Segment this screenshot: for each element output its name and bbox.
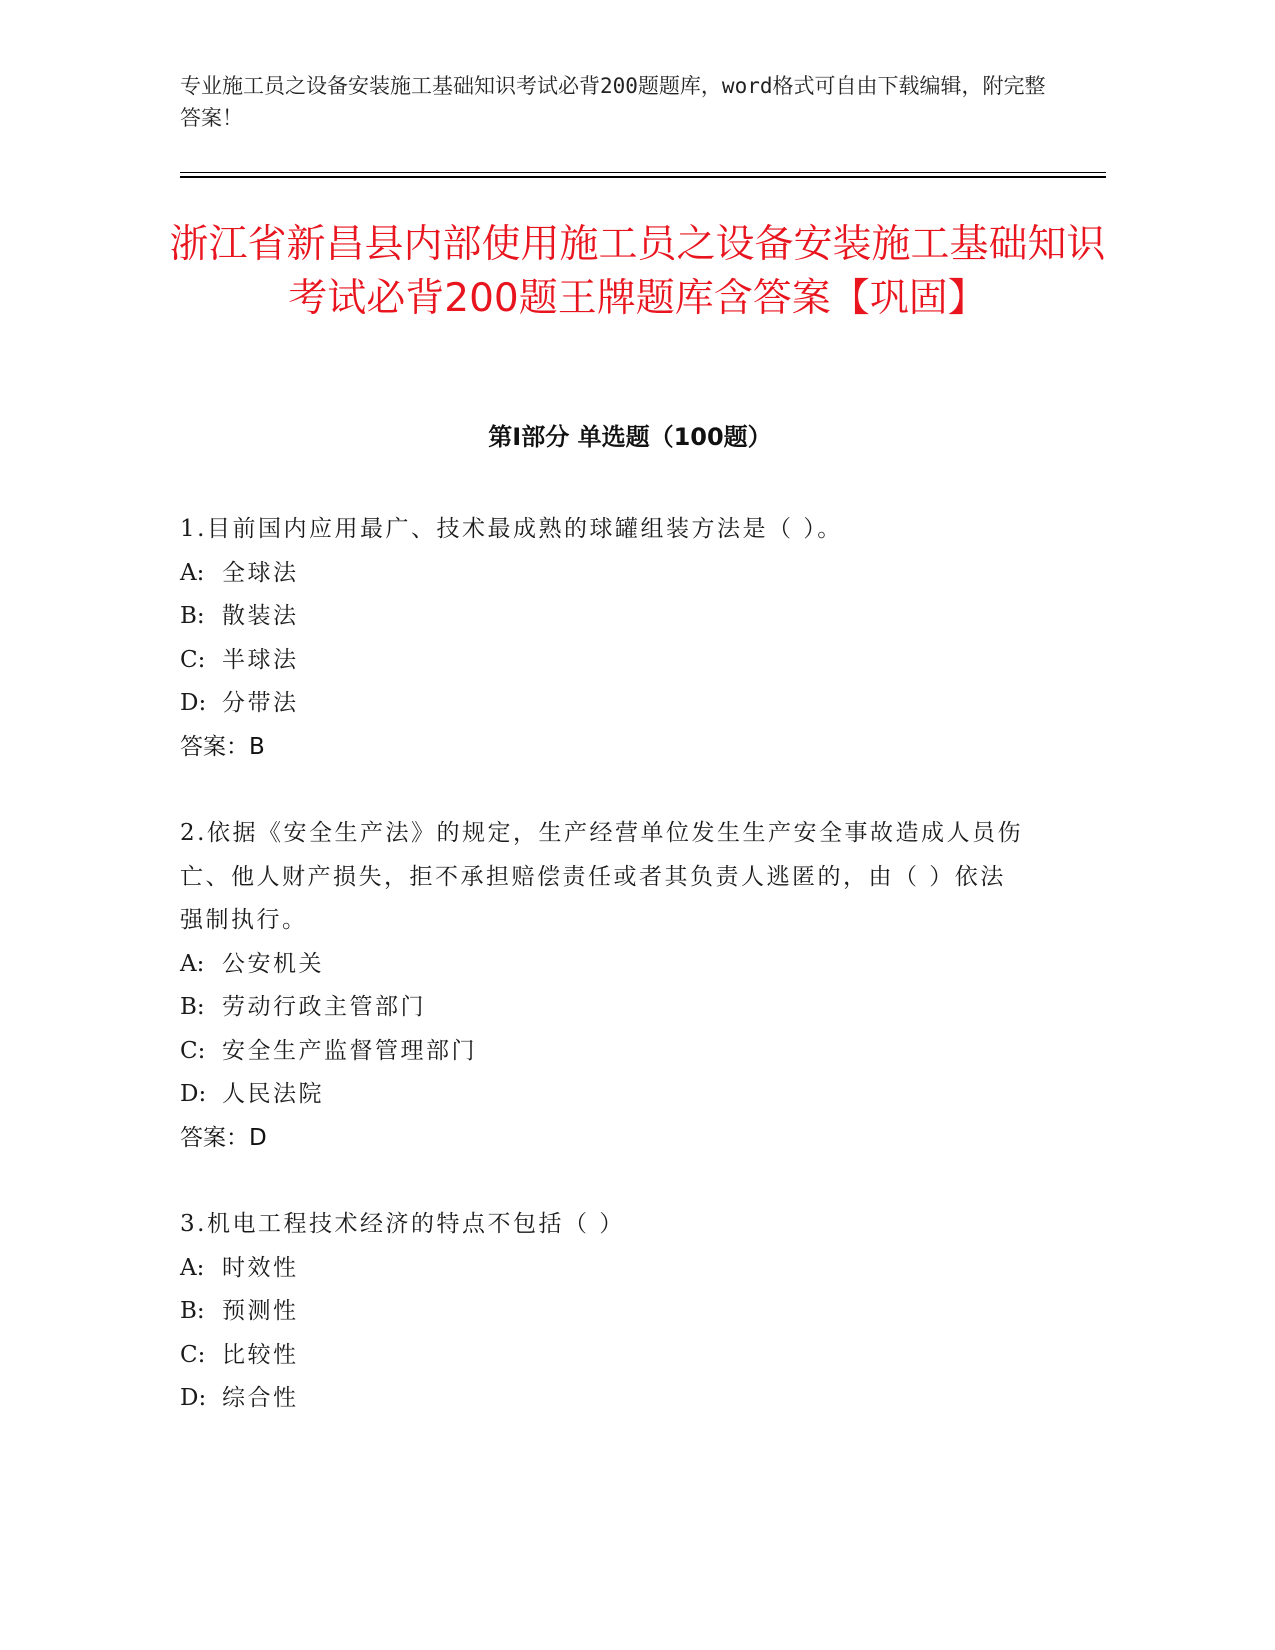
option-d bbox=[180, 1073, 1030, 1117]
option-letter: C: bbox=[180, 1037, 206, 1064]
option-letter: A: bbox=[180, 950, 205, 977]
option-d bbox=[180, 682, 1030, 726]
document-title: 浙江省新昌县内部使用施工员之设备安装施工基础知识考试必背200题王牌题库含答案【巩固】 bbox=[169, 222, 1106, 321]
option-letter: C: bbox=[180, 1341, 206, 1368]
question-stem: 3.机电工程技术经济的特点不包括（ ） bbox=[180, 1211, 625, 1237]
answer-prefix: 答案： bbox=[180, 733, 249, 760]
answer-value: D bbox=[249, 1124, 267, 1151]
option-text: 综合性 bbox=[222, 1385, 299, 1411]
option-letter: C: bbox=[180, 646, 206, 673]
option-text: 人民法院 bbox=[222, 1081, 324, 1107]
option-text: 分带法 bbox=[222, 690, 299, 716]
option-text: 比较性 bbox=[222, 1341, 299, 1368]
option-text: 公安机关 bbox=[222, 950, 324, 977]
header-rule-thick bbox=[180, 176, 1106, 178]
option-c bbox=[180, 639, 1030, 683]
option-a bbox=[180, 552, 1030, 596]
option-letter: B: bbox=[180, 1298, 205, 1324]
option-b bbox=[180, 1290, 1030, 1334]
section-title: 第Ⅰ部分 单选题（100题） bbox=[488, 423, 772, 451]
option-text: 时效性 bbox=[222, 1254, 299, 1281]
answer-value: B bbox=[249, 733, 265, 760]
option-text: 半球法 bbox=[222, 646, 299, 673]
question-stem: 2.依据《安全生产法》的规定，生产经营单位发生生产安全事故造成人员伤亡、他人财产损失，拒不承担赔偿责任或者其负责人逃匿的，由（ ）依法强制执行。 bbox=[180, 820, 1023, 933]
option-c bbox=[180, 1334, 1030, 1378]
option-text: 散装法 bbox=[222, 603, 299, 629]
option-d bbox=[180, 1377, 1030, 1421]
answer-line bbox=[180, 1117, 1030, 1161]
question-1 bbox=[180, 508, 1030, 769]
answer-line bbox=[180, 726, 1030, 770]
question-list bbox=[180, 508, 1030, 1464]
question-stem: 1.目前国内应用最广、技术最成熟的球罐组装方法是（ ）。 bbox=[180, 516, 843, 542]
option-c bbox=[180, 1030, 1030, 1074]
option-letter: B: bbox=[180, 994, 205, 1020]
answer-prefix: 答案： bbox=[180, 1124, 249, 1151]
option-letter: A: bbox=[180, 1254, 205, 1281]
option-b bbox=[180, 595, 1030, 639]
option-b bbox=[180, 986, 1030, 1030]
option-letter: D: bbox=[180, 1385, 207, 1411]
question-2 bbox=[180, 812, 1030, 1160]
option-text: 安全生产监督管理部门 bbox=[222, 1037, 477, 1064]
option-text: 预测性 bbox=[222, 1298, 299, 1324]
header-rule-thin bbox=[180, 172, 1106, 173]
header-note: 专业施工员之设备安装施工基础知识考试必背200题题库，word格式可自由下载编辑，附完整答案！ bbox=[180, 74, 1046, 130]
option-a bbox=[180, 1247, 1030, 1291]
option-letter: D: bbox=[180, 1081, 207, 1107]
option-text: 劳动行政主管部门 bbox=[222, 994, 426, 1020]
option-letter: A: bbox=[180, 559, 205, 586]
option-a bbox=[180, 943, 1030, 987]
option-letter: B: bbox=[180, 603, 205, 629]
option-text: 全球法 bbox=[222, 559, 299, 586]
question-3 bbox=[180, 1203, 1030, 1421]
option-letter: D: bbox=[180, 690, 207, 716]
